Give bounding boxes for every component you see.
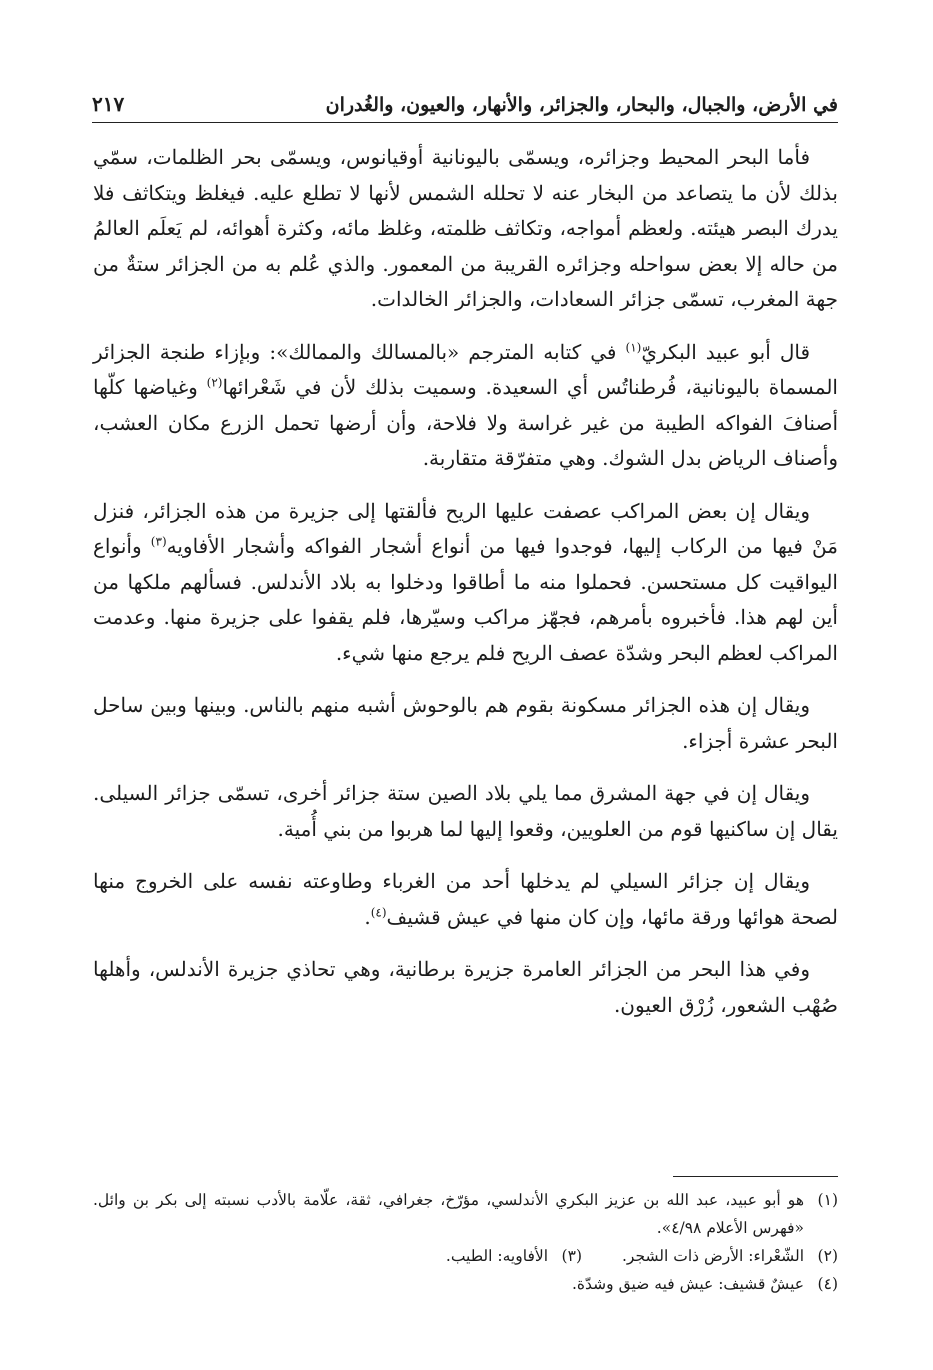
footnote-number: (٢)	[817, 1247, 838, 1265]
footnote-number: (١)	[817, 1191, 838, 1209]
footnote-ref-1[interactable]: (١)	[625, 339, 642, 354]
paragraph-text: فأما البحر المحيط وجزائره، ويسمّى باليونانية أوقيانوس، ويسمّى بحر الظلمات، سمّي بذلك لأن ما يتصاعد من البخار عنه لا تحلله الشمس لأنها لا تطلع عليه. فيغلظ ويتكاثف فلا يدرك البصر هيئته. ولعظم أمواجه، وتكاثف ظلمته، وغلظ مائه، وكثرة أهوائه، لم يَعلَم العالمُ من حاله إلا بعض سواحله وجزائره القريبة من المعمور. والذي عُلم به من الجزائر ستةٌ من جهة المغرب، تسمّى جزائر السعادات، والجزائر الخالدات.	[93, 145, 838, 311]
footnote-3	[446, 1242, 582, 1270]
paragraph-1	[93, 140, 838, 318]
paragraph-3	[93, 494, 838, 672]
paragraph-text: قال أبو عبيد البكريّ	[641, 339, 811, 364]
paragraph-text: ويقال إن جزائر السيلي لم يدخلها أحد من الغرباء وطاوعته نفسه على الخروج منها لصحة هوائها ورقة مائها، وإن كان منها في عيش قشيف	[93, 869, 838, 929]
footnote-row	[93, 1242, 838, 1270]
paragraph-6	[93, 864, 838, 935]
footnote-4	[93, 1270, 838, 1298]
paragraph-text: وأنواع اليواقيت كل مستحسن. فحملوا منه ما أطاقوا ودخلوا به بلاد الأندلس. فسألهم ملكها من أين لهم هذا. فأخبروه بأمرهم، فجهّز مراكب وسيّرها، فلم يقفوا على جزيرة منها. وعدمت المراكب لعظم البحر وشدّة عصف الريح فلم يرجع منها شيء.	[93, 534, 838, 665]
paragraph-5	[93, 776, 838, 847]
footnote-ref-3[interactable]: (٣)	[150, 534, 167, 549]
footnote-ref-2[interactable]: (٢)	[206, 375, 223, 390]
page-header	[92, 82, 838, 123]
page-number: ٢١٧	[92, 92, 125, 116]
footnote-1	[93, 1186, 838, 1242]
paragraph-text: في كتابه المترجم «بالمسالك والممالك»: وبإزاء طنجة الجزائر المسماة باليونانية، فُرطناتُس أي السعيدة. وسميت بذلك لأن في شَعْرائها	[93, 339, 838, 399]
paragraph-text: وغياضها كلّها أصنافَ الفواكه الطيبة من غير غراسة ولا فلاحة، وأن أرضها تحمل الزرع مكان العشب، وأصناف الرياض بدل الشوك. وهي متفرّقة متقاربة.	[93, 375, 838, 470]
paragraph-text: .	[364, 904, 371, 929]
paragraph-2	[93, 335, 838, 477]
footnote-text: الشّعْراء: الأرض ذات الشجر.	[622, 1247, 804, 1265]
paragraph-7	[93, 952, 838, 1023]
paragraph-text: ويقال إن في جهة المشرق مما يلي بلاد الصين ستة جزائر أخرى، تسمّى جزائر السيلى. يقال إن ساكنيها قوم من العلويين، وقعوا إليها لما هربوا من بني أُمية.	[93, 781, 838, 841]
paragraph-text: وفي هذا البحر من الجزائر العامرة جزيرة برطانية، وهي تحاذي جزيرة الأندلس، وأهلها صُهْب الشعور، زُرْق العيون.	[93, 957, 838, 1017]
paragraph-text: ويقال إن هذه الجزائر مسكونة بقوم هم بالوحوش أشبه منهم بالناس. وبينها وبين ساحل البحر عشرة أجزاء.	[93, 693, 838, 753]
footnote-number: (٣)	[561, 1247, 582, 1265]
footnote-number: (٤)	[817, 1275, 838, 1293]
footnote-text: هو أبو عبيد، عبد الله بن عزيز البكري الأندلسي، مؤرّخ، جغرافي، ثقة، علّامة بالأدب نسبته إلى بكر بن وائل. «فهرس الأعلام ٤/٩٨».	[93, 1191, 804, 1237]
footnote-text: عيشٌ قشيف: عيش فيه ضيق وشدّة.	[571, 1275, 804, 1293]
paragraph-text: ويقال إن بعض المراكب عصفت عليها الريح فألقتها إلى جزيرة من هذه الجزائر، فنزل مَنْ فيها من الركاب إليها، فوجدوا فيها من أنواع أشجار الفواكه وأشجار الأفاويه	[93, 498, 838, 558]
footnote-2	[622, 1242, 838, 1270]
footnotes	[93, 1186, 838, 1298]
main-text	[93, 140, 838, 1040]
footnote-divider	[673, 1176, 838, 1177]
running-title: في الأرض، والجبال، والبحار، والجزائر، والأنهار، والعيون، والغُدران	[325, 94, 838, 116]
paragraph-4	[93, 688, 838, 759]
footnote-ref-4[interactable]: (٤)	[370, 904, 387, 919]
footnote-text: الأفاويه: الطيب.	[445, 1247, 548, 1265]
